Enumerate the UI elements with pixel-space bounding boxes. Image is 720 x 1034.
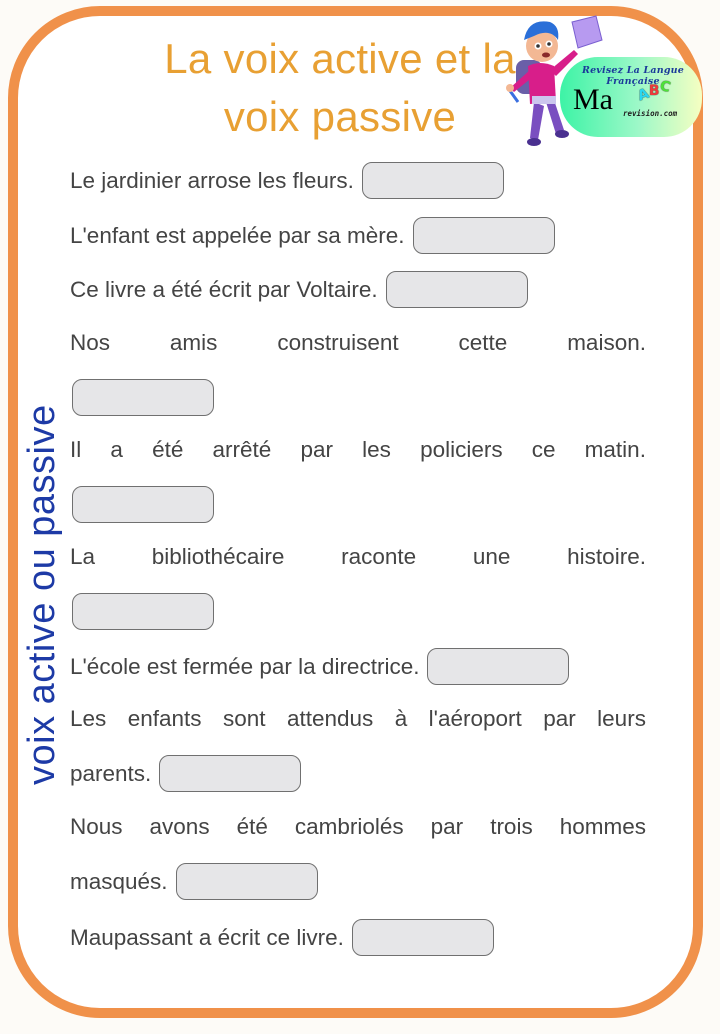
site-logo xyxy=(494,10,709,150)
word: ce xyxy=(531,437,556,462)
logo-brand: Ma xyxy=(573,83,613,116)
word: a xyxy=(110,437,123,462)
answer-box-1[interactable] xyxy=(362,162,504,199)
answer-row-5 xyxy=(72,485,648,525)
answer-box-3[interactable] xyxy=(386,271,528,308)
student-illustration-icon xyxy=(494,10,604,150)
sentence-text: Le jardinier arrose les fleurs. xyxy=(70,168,354,193)
word: attendus xyxy=(286,706,374,731)
word: histoire. xyxy=(567,544,646,569)
sentence-8 xyxy=(70,699,646,739)
word: à xyxy=(394,706,408,731)
sentence-text: Ce livre a été écrit par Voltaire. xyxy=(70,277,378,302)
word: leurs xyxy=(597,706,646,731)
sentence-1 xyxy=(70,161,646,201)
word: cette xyxy=(458,330,508,355)
word: arrêté xyxy=(212,437,272,462)
word: par xyxy=(543,706,576,731)
word: Nos xyxy=(70,330,111,355)
answer-box-4[interactable] xyxy=(72,379,214,416)
sentence-9-cont xyxy=(70,862,646,902)
sentence-text: L'enfant est appelée par sa mère. xyxy=(70,223,405,248)
word: enfants xyxy=(127,706,202,731)
word: policiers xyxy=(420,437,503,462)
word: les xyxy=(362,437,391,462)
word: hommes xyxy=(559,814,646,839)
answer-box-7[interactable] xyxy=(427,648,569,685)
sentence-4 xyxy=(70,323,646,363)
title-line-2: voix passive xyxy=(223,93,457,140)
sentence-7 xyxy=(70,647,646,687)
word: raconte xyxy=(341,544,417,569)
sentence-8-cont xyxy=(70,754,646,794)
word: maison. xyxy=(567,330,646,355)
title-line-1: La voix active et la xyxy=(164,35,516,82)
sentence-2 xyxy=(70,216,646,256)
sentence-9 xyxy=(70,807,646,847)
answer-box-9[interactable] xyxy=(176,863,318,900)
word: par xyxy=(430,814,464,839)
word: été xyxy=(236,814,268,839)
logo-site: revision.com xyxy=(623,109,678,118)
word: été xyxy=(152,437,184,462)
word: sont xyxy=(222,706,266,731)
sentence-text: L'école est fermée par la directrice. xyxy=(70,654,420,679)
word: une xyxy=(472,544,511,569)
word: construisent xyxy=(277,330,399,355)
answer-box-2[interactable] xyxy=(413,217,555,254)
logo-tagline: Revisez La Langue Française xyxy=(581,65,685,87)
sentence-text: parents. xyxy=(70,761,152,786)
word: avons xyxy=(149,814,210,839)
word: Il xyxy=(70,437,82,462)
sentence-text: masqués. xyxy=(70,869,168,894)
answer-box-10[interactable] xyxy=(352,919,494,956)
sentence-text: Maupassant a écrit ce livre. xyxy=(70,925,344,950)
word: par xyxy=(300,437,333,462)
word: Nous xyxy=(70,814,123,839)
answer-row-4 xyxy=(72,378,648,418)
sentence-5 xyxy=(70,430,646,470)
answer-box-5[interactable] xyxy=(72,486,214,523)
sentence-6 xyxy=(70,537,646,577)
word: bibliothécaire xyxy=(151,544,285,569)
word: trois xyxy=(490,814,533,839)
word: matin. xyxy=(584,437,646,462)
side-label: voix active ou passive xyxy=(21,404,63,785)
sentence-10 xyxy=(70,918,646,958)
answer-box-8[interactable] xyxy=(159,755,301,792)
word: cambriolés xyxy=(294,814,404,839)
abc-icon: ABC xyxy=(635,77,672,105)
word: La xyxy=(70,544,96,569)
answer-row-6 xyxy=(72,592,648,632)
word: Les xyxy=(70,706,107,731)
sentence-3 xyxy=(70,270,646,310)
word: amis xyxy=(169,330,218,355)
word: l'aéroport xyxy=(428,706,522,731)
answer-box-6[interactable] xyxy=(72,593,214,630)
